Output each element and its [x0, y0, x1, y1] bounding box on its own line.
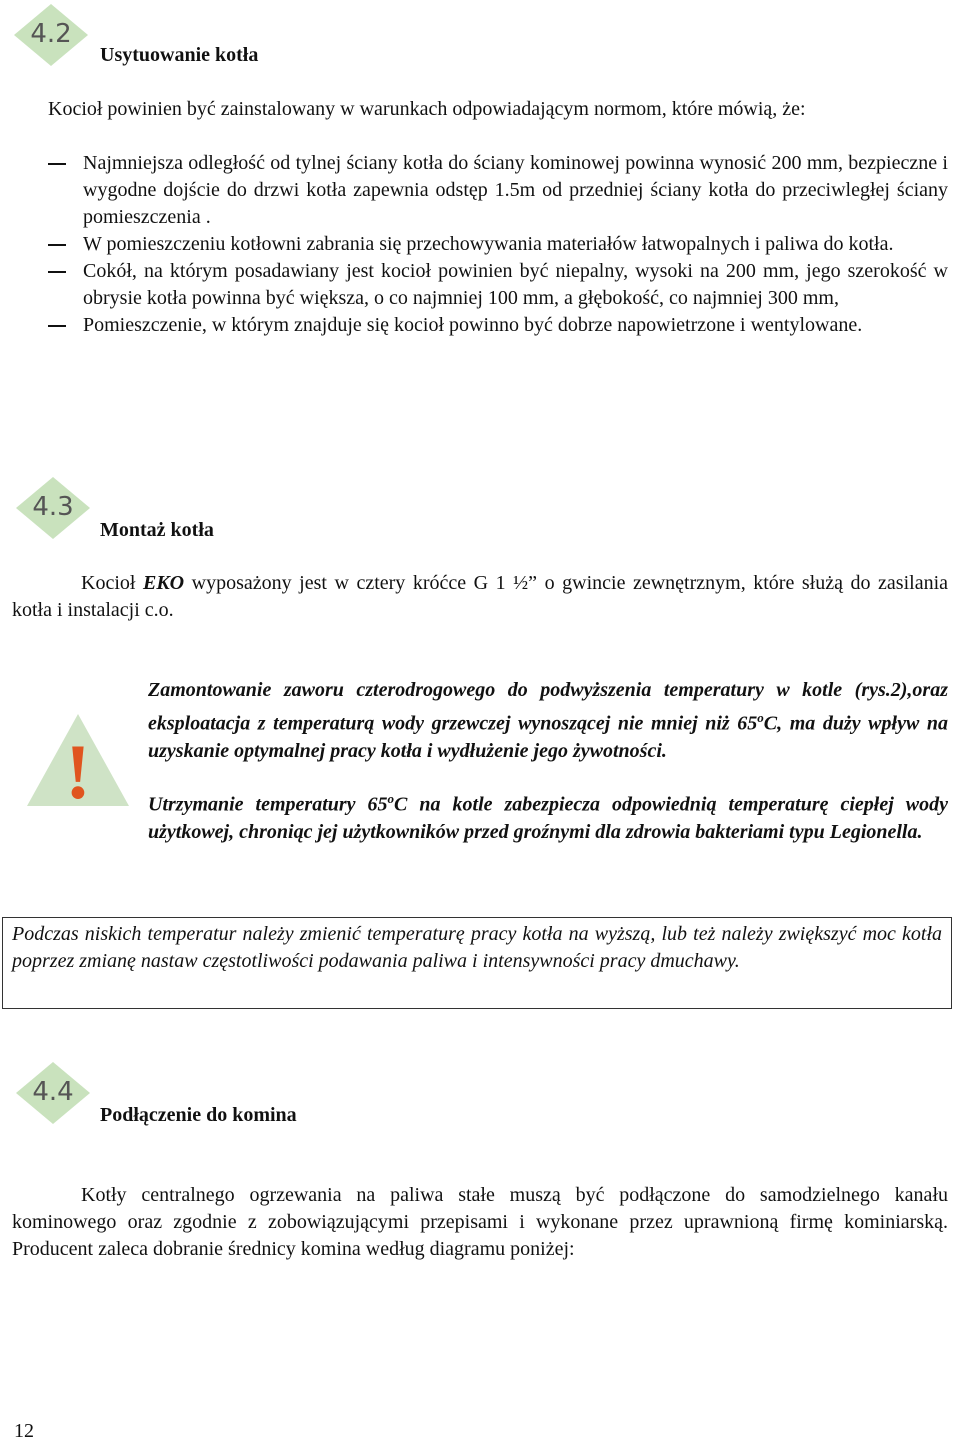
- warning-text: Utrzymanie temperatury 65$^o$C na kotle zabezpiecza odpowiednią temperaturę ciepłej wody użytkowej, chroniąc jej użytkowników przed groźnymi dla zdrowia bakteriami typu Legionella.: [148, 791, 948, 843]
- section-number-badge: [12, 2, 90, 68]
- section-number: 4.3: [32, 492, 74, 522]
- section-number-badge: [14, 475, 92, 541]
- dash-bullet-icon: [48, 325, 66, 327]
- warning-text: Zamontowanie zaworu czterodrogowego do podwyższenia temperatury w kotle (rys.2),oraz eksploatacja z temperaturą wody grzewczej wynoszącej nie mniej niż 65$^o$C, ma duży wpływ na uzyskanie optymalnej pracy kotła i wydłużenie jego żywotności.: [148, 679, 948, 762]
- section-number: 4.2: [30, 19, 72, 49]
- list-item: W pomieszczeniu kotłowni zabrania się przechowywania materiałów łatwopalnych i paliwa do kotła.: [48, 231, 948, 258]
- section-number-badge: [14, 1060, 92, 1126]
- dash-bullet-icon: [48, 163, 66, 165]
- page-number: 12: [14, 1420, 34, 1442]
- brand-name: EKO: [142, 572, 185, 594]
- section-number: 4.4: [32, 1077, 74, 1107]
- list-item: Pomieszczenie, w którym znajduje się kocioł powinno być dobrze napowietrzone i wentylowane.: [48, 312, 948, 339]
- section-title: Podłączenie do komina: [100, 1104, 297, 1126]
- requirements-list: [48, 150, 948, 339]
- section-title: Usytuowanie kotła: [100, 44, 259, 66]
- section-paragraph: Kocioł EKO wyposażony jest w cztery króćce G 1 ½” o gwincie zewnętrznym, które służą do zasilania kotła i instalacji c.o.: [12, 572, 949, 621]
- warning-icon: [25, 712, 131, 808]
- section-intro: Kocioł powinien być zainstalowany w warunkach odpowiadającym normom, które mówią, że:: [48, 98, 806, 120]
- dash-bullet-icon: [48, 271, 66, 273]
- section-title: Montaż kotła: [100, 519, 214, 541]
- svg-text:!: !: [65, 728, 91, 808]
- section-paragraph: Kotły centralnego ogrzewania na paliwa stałe muszą być podłączone do samodzielnego kanału kominowego oraz zgodnie z zobowiązującymi przepisami i wykonane przez uprawnioną firmę kominiarską. Producent zaleca dobranie średnicy komina według diagramu poniżej:: [12, 1184, 948, 1260]
- list-item: Najmniejsza odległość od tylnej ściany kotła do ściany kominowej powinna wynosić 200 mm, bezpieczne i wygodne dojście do drzwi kotła zapewnia odstęp 1.5m od przedniej ściany kotła do przeciwległej ściany pomieszczenia .: [48, 150, 948, 231]
- list-item: Cokół, na którym posadawiany jest kocioł powinien być niepalny, wysoki na 200 mm, jego szerokość w obrysie kotła powinna być większa, o co najmniej 100 mm, a głębokość, co najmniej 300 mm,: [48, 258, 948, 312]
- dash-bullet-icon: [48, 244, 66, 246]
- note-box: Podczas niskich temperatur należy zmienić temperaturę pracy kotła na wyższą, lub też należy zwiększyć moc kotła poprzez zmianę nastaw częstotliwości podawania paliwa i intensywności pracy dmuchawy.: [2, 917, 952, 1009]
